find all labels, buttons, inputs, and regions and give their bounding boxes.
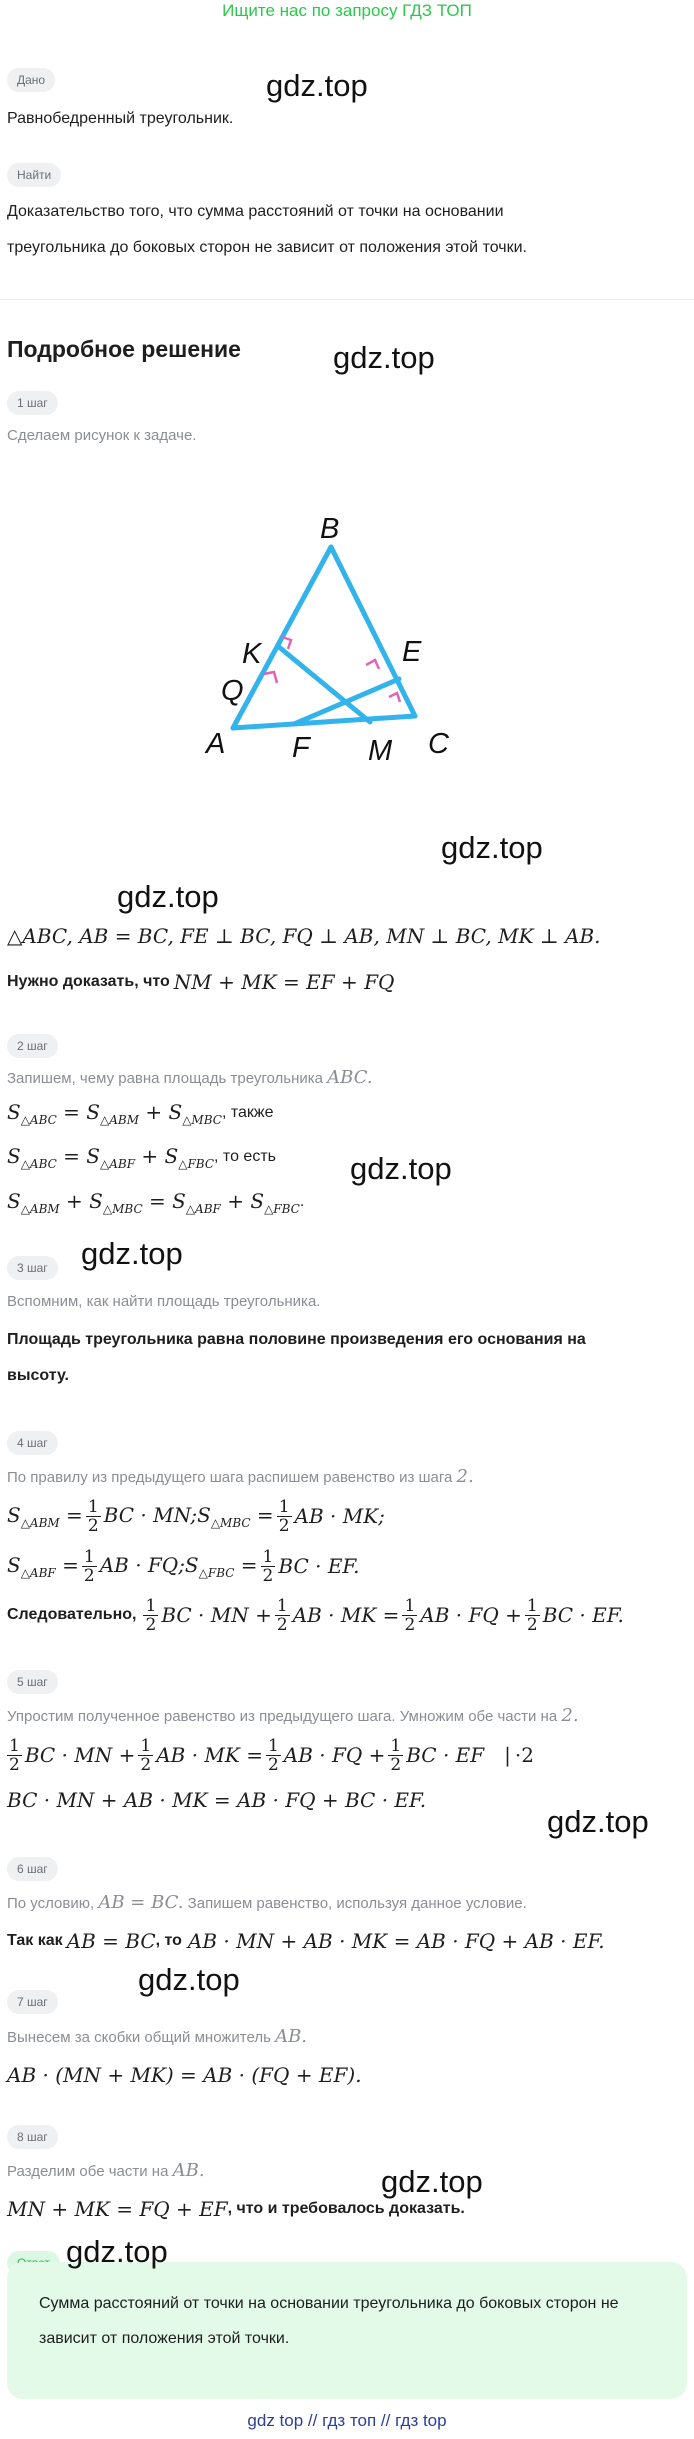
step-pill: 8 шаг <box>7 2125 58 2149</box>
solution-title: Подробное решение <box>7 336 241 362</box>
area-formula-2: $S_{\triangle ABF}$ = $\frac{1}{2}$ AB · $FQ;S_{\triangle FBC}$ = $\frac{1}{2}$ BC · EF. <box>7 1546 360 1586</box>
step-intro: Вспомним, как найти площадь треугольника. <box>7 1293 321 1310</box>
step4-num: 2. <box>456 1466 474 1487</box>
label-Q: Q <box>221 675 244 707</box>
watermark: gdz.top <box>350 1151 452 1186</box>
step-intro <box>7 1892 527 1915</box>
label-E: E <box>402 636 422 668</box>
watermark: gdz.top <box>381 2164 483 2199</box>
watermark: gdz.top <box>333 340 435 375</box>
prove-math: NM + MK = EF + FQ <box>173 970 395 994</box>
substitute-line: Так как AB = BC , то AB · MN + AB · MK = AB · FQ + AB · EF. <box>7 1929 605 1953</box>
triangle-figure <box>190 500 480 770</box>
watermark: gdz.top <box>547 1804 649 1839</box>
step7-intro-text: Вынесем за скобки общий множитель <box>7 2029 271 2046</box>
step-pill: 5 шаг <box>7 1670 58 1694</box>
since-label: Так как <box>7 1932 63 1949</box>
to-label: , то <box>155 1932 182 1949</box>
prove-line <box>7 966 394 998</box>
label-B: B <box>320 513 340 545</box>
side-AC <box>233 716 415 728</box>
step-pill: 1 шаг <box>7 391 58 415</box>
step6-intro-text: По условию, <box>7 1895 95 1912</box>
step2-intro-text: Запишем, чему равна площадь треугольника <box>7 1070 323 1087</box>
times-two: ·2 <box>514 1743 534 1767</box>
step-pill: 2 шаг <box>7 1034 58 1058</box>
step-pill: 4 шаг <box>7 1431 58 1455</box>
label-K: K <box>242 638 262 670</box>
label-F: F <box>292 732 310 764</box>
footer-links[interactable]: gdz top // гдз топ // гдз top <box>247 2411 447 2430</box>
step8-div: AB. <box>172 2160 205 2181</box>
area-eq-1: $S_{\triangle ABC} = S_{\triangle ABM} + S_{\triangle MBC}$ , также <box>7 1099 274 1127</box>
area-formula-1: $S_{\triangle ABM}$ = $\frac{1}{2}$ BC · $MN;S_{\triangle MBC}$ = $\frac{1}{2}$ AB · MK; <box>7 1496 385 1536</box>
find-line1: Доказательство того, что сумма расстояний от точки на основании <box>7 203 504 220</box>
given-pill: Дано <box>7 68 55 92</box>
step7-factor: AB. <box>275 2026 308 2047</box>
watermark: gdz.top <box>117 879 219 914</box>
watermark: gdz.top <box>441 830 543 865</box>
step-pill: 7 шаг <box>7 1990 58 2014</box>
label-C: C <box>428 728 449 760</box>
result-line: MN + MK = FQ + EF , что и требовалось доказать. <box>7 2197 465 2221</box>
find-line2: треугольника до боковых сторон не зависит от положения этой точки. <box>7 239 527 256</box>
eq3-suffix: . <box>299 1193 305 1210</box>
given-text: Равнобедренный треугольник. <box>7 110 234 127</box>
eq1-suffix: , также <box>221 1104 274 1121</box>
step-intro <box>7 1466 474 1489</box>
qed-label: , что и требовалось доказать. <box>227 2200 465 2217</box>
step3-line2: высоту. <box>7 1367 69 1384</box>
area-eq-2: $S_{\triangle ABC} = S_{\triangle ABF} + S_{\triangle FBC}$ , то есть <box>7 1143 276 1171</box>
prove-label: Нужно доказать, что <box>7 973 170 990</box>
area-eq-3: $S_{\triangle ABM} + S_{\triangle MBC} = S_{\triangle ABF} + S_{\triangle FBC}$ . <box>7 1188 305 1216</box>
step-intro <box>7 1705 579 1728</box>
therefore-label: Следовательно, <box>7 1606 137 1623</box>
answer-text: Сумма расстояний от точки на основании треугольника до боковых сторон не зависит от положения этой точки. <box>39 2295 619 2347</box>
step3-line1: Площадь треугольника равна половине произведения его основания на <box>7 1331 586 1348</box>
right-angle-E <box>366 660 379 669</box>
top-banner[interactable]: Ищите нас по запросу ГДЗ ТОП <box>222 1 472 20</box>
step-intro <box>7 1067 373 1090</box>
step5-intro-text: Упростим полученное равенство из предыдущего шага. Умножим обе части на <box>7 1708 558 1725</box>
label-M: M <box>368 735 393 767</box>
watermark: gdz.top <box>266 68 368 103</box>
step-intro: Сделаем рисунок к задаче. <box>7 427 197 444</box>
step8-intro-text: Разделим обе части на <box>7 2163 169 2180</box>
multiply-line: $\frac{1}{2}$ BC · MN + $\frac{1}{2}$ AB · MK = $\frac{1}{2}$ AB · FQ + $\frac{1}{2}$ BC · EF | ·2 <box>9 1735 534 1775</box>
step5-num: 2. <box>561 1705 579 1726</box>
step-pill: 3 шаг <box>7 1256 58 1280</box>
simplified-line: BC · MN + AB · MK = AB · FQ + BC · EF. <box>7 1788 427 1812</box>
answer-box <box>7 2262 687 2399</box>
step-intro <box>7 2160 205 2183</box>
watermark: gdz.top <box>138 1962 240 1997</box>
divider <box>0 299 694 300</box>
step2-tri: ABC. <box>327 1067 373 1088</box>
eq2-suffix: , то есть <box>214 1148 276 1165</box>
step-intro <box>7 2026 307 2049</box>
watermark: gdz.top <box>66 2234 168 2269</box>
factored-line: AB · (MN + MK) = AB · (FQ + EF). <box>7 2063 362 2087</box>
right-angle-N <box>389 693 400 702</box>
label-A: A <box>206 728 226 760</box>
step6-rest: Запишем равенство, используя данное условие. <box>187 1895 527 1912</box>
watermark: gdz.top <box>81 1236 183 1271</box>
right-angle-Q <box>264 672 277 683</box>
step4-intro-text: По правилу из предыдущего шага распишем равенство из шага <box>7 1469 453 1486</box>
step6-cond: AB = BC. <box>98 1892 184 1913</box>
given-math-text: △ABC, AB = BC, FE ⊥ BC, FQ ⊥ AB, MN ⊥ BC, MK ⊥ AB. <box>7 924 601 948</box>
step-pill: 6 шаг <box>7 1857 58 1881</box>
therefore-line: Следовательно, $\frac{1}{2}$ BC · MN + $\frac{1}{2}$ AB · MK = $\frac{1}{2}$ AB · FQ + $\frac{1}{2}$ BC · EF. <box>7 1595 624 1635</box>
given-math <box>7 920 601 952</box>
find-pill: Найти <box>7 163 61 187</box>
